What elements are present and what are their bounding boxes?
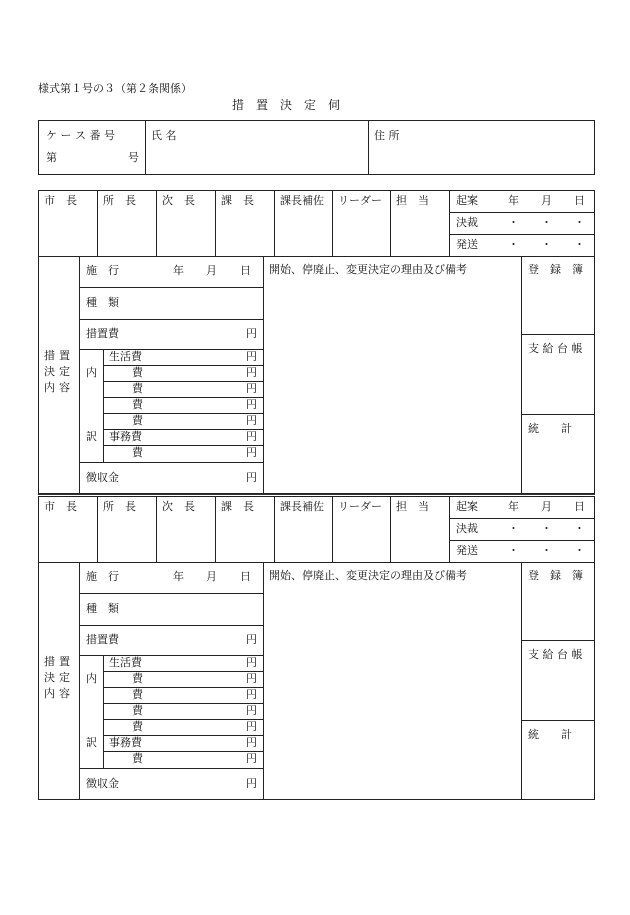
- breakdown-item: 費: [132, 672, 143, 685]
- breakdown-yen: 円: [246, 688, 257, 701]
- date-label-2: 発送: [456, 238, 478, 251]
- case-box: [38, 120, 595, 175]
- approval-role-2: 次 長: [162, 500, 195, 513]
- date-part-1-0: ・: [508, 522, 519, 535]
- type-label: 種 類: [86, 296, 119, 309]
- date-part-2-2: ・: [574, 544, 585, 557]
- breakdown-item: 費: [132, 752, 143, 765]
- approval-role-0: 市 長: [44, 194, 77, 207]
- approval-role-3: 課 長: [221, 500, 254, 513]
- date-part-2-0: ・: [508, 544, 519, 557]
- section-label: 措置 決定 内容: [44, 349, 74, 394]
- address-label: 住 所: [374, 129, 400, 142]
- page-title: 措 置 決 定 伺: [232, 98, 341, 112]
- side-label-1: 支 給 台 帳: [528, 342, 583, 355]
- section-label: 措置 決定 内容: [44, 655, 74, 700]
- form-number: 様式第１号の３（第２条関係）: [38, 82, 192, 95]
- cost-yen: 円: [246, 327, 257, 340]
- collection-yen: 円: [246, 777, 257, 790]
- breakdown-yen: 円: [246, 414, 257, 427]
- breakdown-yen: 円: [246, 752, 257, 765]
- date-part-0-2: 日: [574, 194, 585, 207]
- date-label-0: 起案: [456, 500, 478, 513]
- date-label-2: 発送: [456, 544, 478, 557]
- approval-role-4: 課長補佐: [280, 500, 324, 513]
- side-label-0: 登 録 簿: [528, 569, 583, 582]
- collection-yen: 円: [246, 471, 257, 484]
- breakdown-yen: 円: [246, 736, 257, 749]
- breakdown-item: 費: [132, 366, 143, 379]
- breakdown-item: 事務費: [109, 430, 142, 443]
- date-part-1-2: ・: [574, 522, 585, 535]
- date-label-1: 決裁: [456, 522, 478, 535]
- breakdown-yen: 円: [246, 430, 257, 443]
- cost-label: 措置費: [86, 327, 119, 340]
- date-part-0-0: 年: [508, 194, 519, 207]
- side-label-2: 統 計: [528, 422, 572, 435]
- side-label-2: 統 計: [528, 728, 572, 741]
- case-number-suffix: 号: [128, 151, 139, 164]
- breakdown-item: 費: [132, 704, 143, 717]
- approval-role-1: 所 長: [103, 500, 136, 513]
- collection-label: 徴収金: [86, 777, 119, 790]
- approval-role-6: 担 当: [396, 194, 429, 207]
- type-label: 種 類: [86, 602, 119, 615]
- case-number-label: ケ ー ス 番 号: [46, 129, 115, 142]
- date-part-1-2: ・: [574, 216, 585, 229]
- approval-role-0: 市 長: [44, 500, 77, 513]
- breakdown-item: 生活費: [109, 656, 142, 669]
- date-part-0-1: 月: [541, 500, 552, 513]
- date-part-2-2: ・: [574, 238, 585, 251]
- approval-role-6: 担 当: [396, 500, 429, 513]
- date-part-1-1: ・: [541, 522, 552, 535]
- breakdown-item: 費: [132, 446, 143, 459]
- breakdown-item: 費: [132, 414, 143, 427]
- date-label-1: 決裁: [456, 216, 478, 229]
- breakdown-item: 費: [132, 398, 143, 411]
- date-label-0: 起案: [456, 194, 478, 207]
- approval-role-5: リーダー: [338, 194, 382, 207]
- breakdown-item: 事務費: [109, 736, 142, 749]
- approval-role-3: 課 長: [221, 194, 254, 207]
- breakdown-bottom: 訳: [86, 430, 97, 443]
- collection-label: 徴収金: [86, 471, 119, 484]
- approval-role-2: 次 長: [162, 194, 195, 207]
- breakdown-yen: 円: [246, 656, 257, 669]
- cost-yen: 円: [246, 633, 257, 646]
- content-section: [38, 256, 595, 494]
- approval-role-5: リーダー: [338, 500, 382, 513]
- date-part-1-0: ・: [508, 216, 519, 229]
- side-label-1: 支 給 台 帳: [528, 648, 583, 661]
- breakdown-item: 費: [132, 688, 143, 701]
- breakdown-yen: 円: [246, 446, 257, 459]
- date-part-0-2: 日: [574, 500, 585, 513]
- enforcement-part-0: 年: [173, 264, 184, 277]
- name-label: 氏 名: [151, 129, 177, 142]
- breakdown-yen: 円: [246, 672, 257, 685]
- date-part-1-1: ・: [541, 216, 552, 229]
- breakdown-top: 内: [86, 366, 97, 379]
- enforcement-label: 施 行: [86, 570, 119, 583]
- enforcement-part-0: 年: [173, 570, 184, 583]
- cost-label: 措置費: [86, 633, 119, 646]
- breakdown-yen: 円: [246, 720, 257, 733]
- breakdown-top: 内: [86, 672, 97, 685]
- enforcement-part-1: 月: [206, 264, 217, 277]
- approval-role-1: 所 長: [103, 194, 136, 207]
- enforcement-part-1: 月: [206, 570, 217, 583]
- breakdown-yen: 円: [246, 398, 257, 411]
- side-label-0: 登 録 簿: [528, 263, 583, 276]
- breakdown-item: 生活費: [109, 350, 142, 363]
- date-part-2-1: ・: [541, 238, 552, 251]
- enforcement-part-2: 日: [240, 264, 251, 277]
- notes-label: 開始、停廃止、変更決定の理由及び備考: [269, 263, 467, 276]
- enforcement-part-2: 日: [240, 570, 251, 583]
- breakdown-item: 費: [132, 382, 143, 395]
- notes-label: 開始、停廃止、変更決定の理由及び備考: [269, 569, 467, 582]
- approval-role-4: 課長補佐: [280, 194, 324, 207]
- breakdown-yen: 円: [246, 382, 257, 395]
- date-part-2-0: ・: [508, 238, 519, 251]
- breakdown-yen: 円: [246, 366, 257, 379]
- content-section: [38, 562, 595, 800]
- date-part-2-1: ・: [541, 544, 552, 557]
- breakdown-bottom: 訳: [86, 736, 97, 749]
- date-part-0-0: 年: [508, 500, 519, 513]
- case-number-prefix: 第: [46, 151, 57, 164]
- breakdown-yen: 円: [246, 704, 257, 717]
- breakdown-yen: 円: [246, 350, 257, 363]
- date-part-0-1: 月: [541, 194, 552, 207]
- breakdown-item: 費: [132, 720, 143, 733]
- enforcement-label: 施 行: [86, 264, 119, 277]
